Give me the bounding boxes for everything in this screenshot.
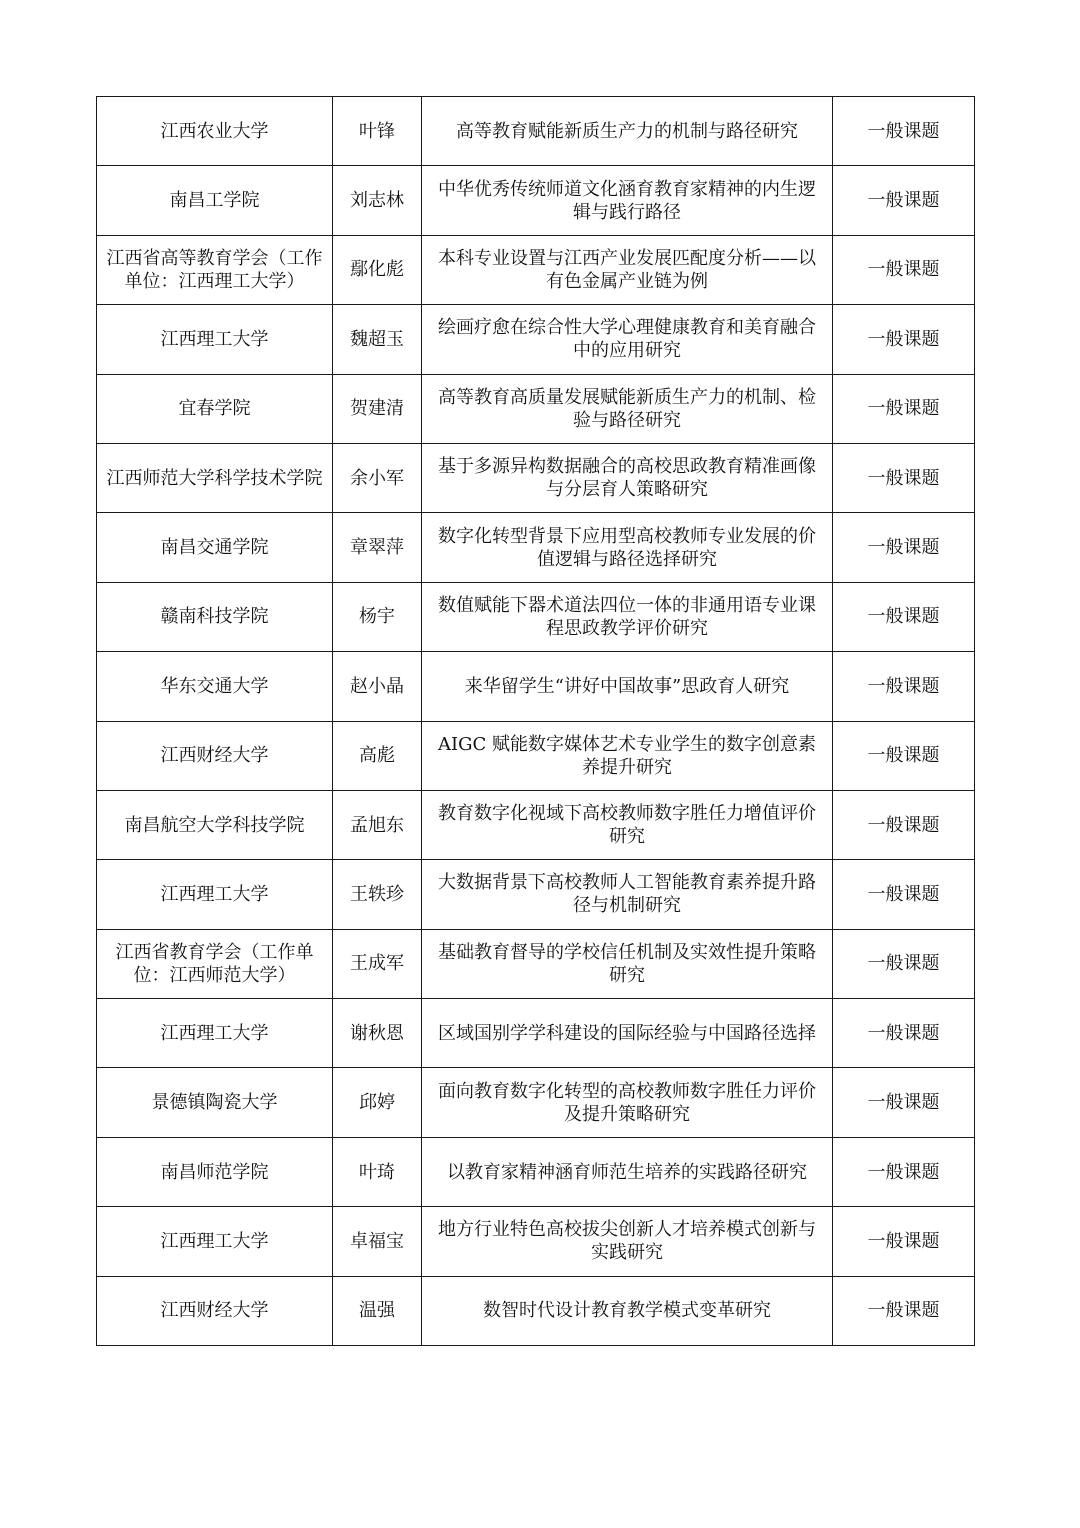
unit-cell: 江西理工大学 <box>97 860 333 929</box>
unit-cell: 南昌师范学院 <box>97 1137 333 1206</box>
project-type-cell: 一般课题 <box>833 860 975 929</box>
table-row <box>97 1068 975 1137</box>
project-title-cell: 区域国别学学科建设的国际经验与中国路径选择 <box>422 999 833 1068</box>
table-row <box>97 721 975 790</box>
project-type-cell: 一般课题 <box>833 235 975 304</box>
person-cell: 叶琦 <box>333 1137 422 1206</box>
table-row <box>97 305 975 374</box>
project-type-cell: 一般课题 <box>833 513 975 582</box>
table-row <box>97 97 975 166</box>
table-row <box>97 513 975 582</box>
table-row <box>97 790 975 859</box>
unit-cell: 宜春学院 <box>97 374 333 443</box>
unit-cell: 江西财经大学 <box>97 721 333 790</box>
project-type-cell: 一般课题 <box>833 652 975 721</box>
table-row <box>97 1207 975 1276</box>
person-cell: 杨宇 <box>333 582 422 651</box>
unit-cell: 南昌交通学院 <box>97 513 333 582</box>
project-type-cell: 一般课题 <box>833 305 975 374</box>
person-cell: 章翠萍 <box>333 513 422 582</box>
person-cell: 邱婷 <box>333 1068 422 1137</box>
person-cell: 孟旭东 <box>333 790 422 859</box>
project-title-cell: 数字化转型背景下应用型高校教师专业发展的价值逻辑与路径选择研究 <box>422 513 833 582</box>
table-row <box>97 929 975 998</box>
unit-cell: 江西农业大学 <box>97 97 333 166</box>
project-type-cell: 一般课题 <box>833 721 975 790</box>
unit-cell: 江西省教育学会（工作单位：江西师范大学） <box>97 929 333 998</box>
project-type-cell: 一般课题 <box>833 1207 975 1276</box>
project-title-cell: 面向教育数字化转型的高校教师数字胜任力评价及提升策略研究 <box>422 1068 833 1137</box>
project-title-cell: 数智时代设计教育教学模式变革研究 <box>422 1276 833 1345</box>
person-cell: 赵小晶 <box>333 652 422 721</box>
table-row <box>97 443 975 512</box>
project-title-cell: AIGC 赋能数字媒体艺术专业学生的数字创意素养提升研究 <box>422 721 833 790</box>
unit-cell: 赣南科技学院 <box>97 582 333 651</box>
person-cell: 王轶珍 <box>333 860 422 929</box>
project-title-cell: 以教育家精神涵育师范生培养的实践路径研究 <box>422 1137 833 1206</box>
project-type-cell: 一般课题 <box>833 97 975 166</box>
project-type-cell: 一般课题 <box>833 1137 975 1206</box>
unit-cell: 江西理工大学 <box>97 999 333 1068</box>
person-cell: 温强 <box>333 1276 422 1345</box>
person-cell: 谢秋恩 <box>333 999 422 1068</box>
unit-cell: 江西财经大学 <box>97 1276 333 1345</box>
project-type-cell: 一般课题 <box>833 929 975 998</box>
table-row <box>97 374 975 443</box>
project-type-cell: 一般课题 <box>833 166 975 235</box>
unit-cell: 江西理工大学 <box>97 1207 333 1276</box>
person-cell: 刘志林 <box>333 166 422 235</box>
project-title-cell: 中华优秀传统师道文化涵育教育家精神的内生逻辑与践行路径 <box>422 166 833 235</box>
project-type-cell: 一般课题 <box>833 582 975 651</box>
table-row <box>97 999 975 1068</box>
project-title-cell: 基于多源异构数据融合的高校思政教育精准画像与分层育人策略研究 <box>422 443 833 512</box>
person-cell: 魏超玉 <box>333 305 422 374</box>
table-row <box>97 166 975 235</box>
table-row <box>97 1137 975 1206</box>
person-cell: 叶锋 <box>333 97 422 166</box>
person-cell: 王成军 <box>333 929 422 998</box>
table-row <box>97 652 975 721</box>
table-row <box>97 1276 975 1345</box>
person-cell: 高彪 <box>333 721 422 790</box>
unit-cell: 江西省高等教育学会（工作单位：江西理工大学） <box>97 235 333 304</box>
project-title-cell: 地方行业特色高校拔尖创新人才培养模式创新与实践研究 <box>422 1207 833 1276</box>
unit-cell: 江西师范大学科学技术学院 <box>97 443 333 512</box>
project-title-cell: 教育数字化视域下高校教师数字胜任力增值评价研究 <box>422 790 833 859</box>
unit-cell: 景德镇陶瓷大学 <box>97 1068 333 1137</box>
project-title-cell: 高等教育高质量发展赋能新质生产力的机制、检验与路径研究 <box>422 374 833 443</box>
project-title-cell: 大数据背景下高校教师人工智能教育素养提升路径与机制研究 <box>422 860 833 929</box>
project-type-cell: 一般课题 <box>833 1068 975 1137</box>
table-body <box>97 97 975 1346</box>
table-row <box>97 860 975 929</box>
person-cell: 卓福宝 <box>333 1207 422 1276</box>
project-type-cell: 一般课题 <box>833 443 975 512</box>
project-title-cell: 数值赋能下器术道法四位一体的非通用语专业课程思政教学评价研究 <box>422 582 833 651</box>
unit-cell: 华东交通大学 <box>97 652 333 721</box>
project-title-cell: 基础教育督导的学校信任机制及实效性提升策略研究 <box>422 929 833 998</box>
person-cell: 余小军 <box>333 443 422 512</box>
table-row <box>97 235 975 304</box>
project-title-cell: 绘画疗愈在综合性大学心理健康教育和美育融合中的应用研究 <box>422 305 833 374</box>
project-title-cell: 来华留学生“讲好中国故事”思政育人研究 <box>422 652 833 721</box>
unit-cell: 江西理工大学 <box>97 305 333 374</box>
project-type-cell: 一般课题 <box>833 999 975 1068</box>
person-cell: 贺建清 <box>333 374 422 443</box>
project-title-cell: 高等教育赋能新质生产力的机制与路径研究 <box>422 97 833 166</box>
person-cell: 鄢化彪 <box>333 235 422 304</box>
project-type-cell: 一般课题 <box>833 790 975 859</box>
project-type-cell: 一般课题 <box>833 374 975 443</box>
project-type-cell: 一般课题 <box>833 1276 975 1345</box>
table-row <box>97 582 975 651</box>
project-title-cell: 本科专业设置与江西产业发展匹配度分析——以有色金属产业链为例 <box>422 235 833 304</box>
project-table <box>96 96 975 1346</box>
unit-cell: 南昌工学院 <box>97 166 333 235</box>
unit-cell: 南昌航空大学科技学院 <box>97 790 333 859</box>
